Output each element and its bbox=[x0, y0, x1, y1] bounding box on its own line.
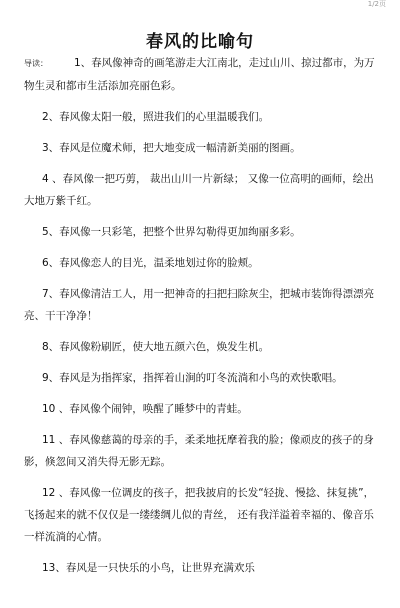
list-item: 8、春风像粉刷匠，使大地五颜六色，焕发生机。 bbox=[42, 341, 270, 353]
list-item: 11 、春风像慈蔼的母亲的手，柔柔地抚摩着我的脸；像顽皮的孩子的身影，倏忽间又消失得无影无踪。 bbox=[24, 434, 374, 468]
list-item: 12 、春风像一位调皮的孩子，把我披肩的长发“轻拢、慢捻、抹复挑”， 飞扬起来的就不仅仅是一缕缕绸儿似的青丝， 还有我洋溢着幸福的、像音乐一样流淌的心情。 bbox=[24, 487, 375, 543]
list-item: 7、春风像清洁工人，用一把神奇的扫把扫除灰尘，把城市装饰得漂漂亮亮、干干净净！ bbox=[24, 288, 375, 322]
list-item-text: 1、春风像神奇的画笔游走大江南北，走过山川、掠过都市，为万物生灵和都市生活添加亮丽色彩。 bbox=[24, 57, 375, 92]
guide-label: 导读： bbox=[24, 59, 48, 68]
page-title: 春风的比喻句 bbox=[146, 32, 254, 52]
article-body bbox=[24, 52, 380, 588]
list-item: 6、春风像恋人的目光，温柔地划过你的脸颊。 bbox=[42, 257, 259, 269]
list-item: 3、春风是位魔术师，把大地变成一幅清新美丽的图画。 bbox=[42, 142, 301, 154]
list-item: 5、春风像一只彩笔，把整个世界勾勒得更加绚丽多彩。 bbox=[42, 226, 301, 238]
list-item: 4 、春风像一把巧剪， 裁出山川一片新绿； 又像一位高明的画师，绘出大地万紫千红。 bbox=[24, 173, 374, 207]
list-item: 13、春风是一只快乐的小鸟，让世界充满欢乐 bbox=[42, 562, 255, 574]
list-item: 2、春风像太阳一般，照进我们的心里温暖我们。 bbox=[42, 111, 270, 123]
list-item: 9、春风是为指挥家，指挥着山涧的叮冬流淌和小鸟的欢快歌唱。 bbox=[42, 372, 343, 384]
list-item: 10 、春风像个闹钟，唤醒了睡梦中的青蛙。 bbox=[42, 403, 248, 415]
list-item bbox=[24, 52, 380, 97]
page-number: 1/2页 bbox=[367, 0, 386, 8]
